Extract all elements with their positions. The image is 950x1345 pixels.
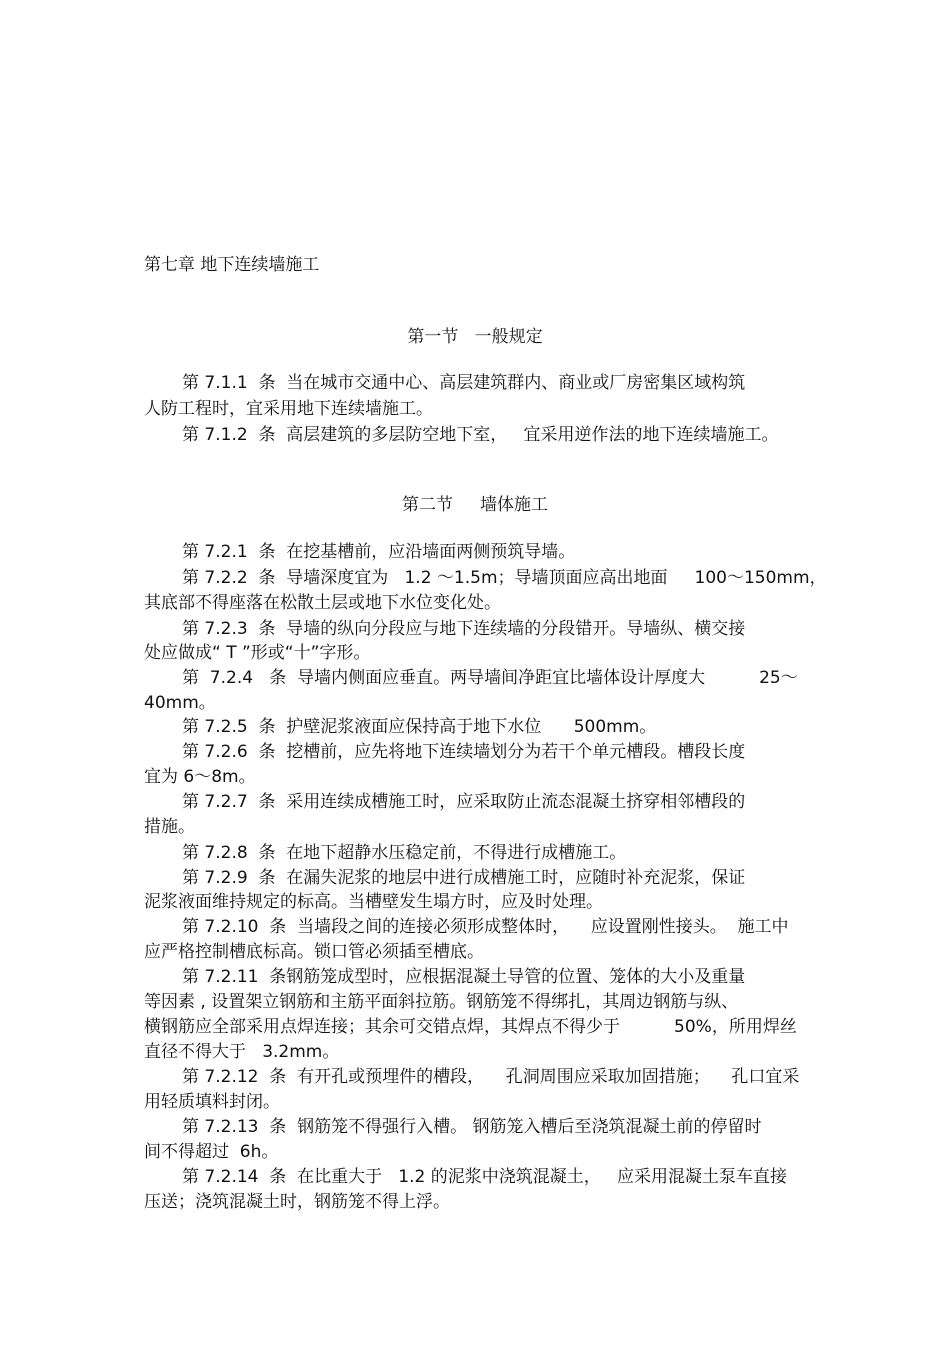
clause-line: 宜为 6～8m。 xyxy=(144,767,256,787)
clause-line: 应严格控制槽底标高。锁口管必须插至槽底。 xyxy=(144,942,484,962)
clause-line: 处应做成“ T ”形或“十”字形。 xyxy=(144,643,371,663)
clause-line: 泥浆液面维持规定的标高。当槽壁发生塌方时，应及时处理。 xyxy=(144,892,603,912)
clause-line: 用轻质填料封闭。 xyxy=(144,1092,280,1112)
clause-line: 间不得超过 6h。 xyxy=(144,1142,279,1162)
clause-line: 直径不得大于 3.2mm。 xyxy=(144,1042,340,1062)
section-1-title: 第一节 一般规定 xyxy=(407,327,543,347)
clause-line: 第 7.2.1 条 在挖基槽前，应沿墙面两侧预筑导墙。 xyxy=(182,542,576,562)
clause-line: 第 7.2.13 条 钢筋笼不得强行入槽。 钢筋笼入槽后至浇筑混凝土前的停留时 xyxy=(182,1117,762,1137)
clause-line: 第 7.2.12 条 有开孔或预埋件的槽段， 孔洞周围应采取加固措施； 孔口宜采 xyxy=(182,1067,800,1087)
clause-line: 第 7.2.10 条 当墙段之间的连接必须形成整体时， 应设置刚性接头。 施工中 xyxy=(182,917,789,937)
clause-line: 第 7.1.2 条 高层建筑的多层防空地下室， 宜采用逆作法的地下连续墙施工。 xyxy=(182,425,779,445)
clause-line: 措施。 xyxy=(144,817,195,837)
clause-line: 第 7.2.2 条 导墙深度宜为 1.2 ～1.5m；导墙顶面应高出地面 100～150mm， xyxy=(182,568,827,588)
clause-line: 第 7.2.4 条 导墙内侧面应垂直。两导墙间净距宜比墙体设计厚度大 25～ xyxy=(182,668,798,688)
clause-line: 第 7.2.6 条 挖槽前，应先将地下连续墙划分为若干个单元槽段。槽段长度 xyxy=(182,742,746,762)
clause-line: 人防工程时，宜采用地下连续墙施工。 xyxy=(144,399,433,419)
clause-line: 第 7.1.1 条 当在城市交通中心、高层建筑群内、商业或厂房密集区域构筑 xyxy=(182,373,746,393)
clause-line: 第 7.2.8 条 在地下超静水压稳定前，不得进行成槽施工。 xyxy=(182,843,627,863)
clause-line: 等因素 , 设置架立钢筋和主筋平面斜拉筋。钢筋笼不得绑扎，其周边钢筋与纵、 xyxy=(144,992,739,1012)
clause-line: 压送；浇筑混凝土时，钢筋笼不得上浮。 xyxy=(144,1192,450,1212)
clause-line: 第 7.2.9 条 在漏失泥浆的地层中进行成槽施工时，应随时补充泥浆，保证 xyxy=(182,868,746,888)
clause-line: 40mm。 xyxy=(144,693,216,713)
clause-line: 第 7.2.5 条 护壁泥浆液面应保持高于地下水位 500mm。 xyxy=(182,717,657,737)
section-2-title: 第二节 墙体施工 xyxy=(401,495,549,515)
clause-line: 横钢筋应全部采用点焊连接；其余可交错点焊，其焊点不得少于 50%，所用焊丝 xyxy=(144,1017,797,1037)
chapter-title: 第七章 地下连续墙施工 xyxy=(144,255,320,275)
clause-line: 第 7.2.7 条 采用连续成槽施工时，应采取防止流态混凝土挤穿相邻槽段的 xyxy=(182,792,746,812)
clause-line: 第 7.2.11 条钢筋笼成型时，应根据混凝土导管的位置、笼体的大小及重量 xyxy=(182,967,746,987)
clause-line: 其底部不得座落在松散土层或地下水位变化处。 xyxy=(144,593,501,613)
clause-line: 第 7.2.14 条 在比重大于 1.2 的泥浆中浇筑混凝土， 应采用混凝土泵车直接 xyxy=(182,1167,787,1187)
clause-line: 第 7.2.3 条 导墙的纵向分段应与地下连续墙的分段错开。导墙纵、横交接 xyxy=(182,619,746,639)
